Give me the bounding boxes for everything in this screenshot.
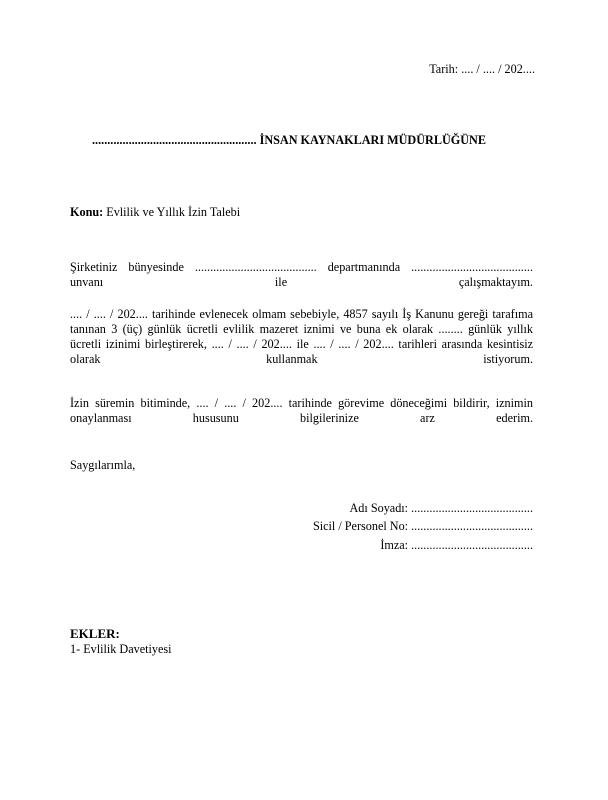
word: unvanı — [70, 275, 104, 289]
date-line: Tarih: .... / .... / 202.... — [429, 62, 535, 76]
paragraph-line: İzin süremin bitiminde, .... / .... / 202.... tarihinde görevime döneceğimi bildirir, iznimin — [70, 396, 533, 410]
word: istiyorum. — [483, 352, 533, 366]
attachments-title: EKLER: — [70, 626, 120, 641]
paragraph-line: tanınan 3 (üç) günlük ücretli evlilik mazeret iznimi ve buna ek olarak ........ günlük yıllık — [70, 322, 533, 336]
attachment-item: 1- Evlilik Davetiyesi — [70, 642, 172, 656]
paragraph-line — [70, 275, 533, 290]
paragraph-leave-request — [70, 307, 533, 367]
word: kullanmak — [266, 352, 318, 366]
paragraph-line: .... / .... / 202.... tarihinde evlenecek olmam sebebiyle, 4857 sayılı İş Kanunu gereği tarafıma — [70, 307, 533, 321]
recipient-heading: ...................................................... İNSAN KAYNAKLARI MÜDÜRLÜĞÜNE — [92, 133, 486, 147]
paragraph-line: ücretli izinimi birleştirerek, .... / .... / 202.... ile .... / .... / 202.... tarihleri arasında kesintisiz — [70, 337, 533, 351]
signature-sign-line: İmza: ........................................ — [380, 538, 533, 552]
subject-text: Evlilik ve Yıllık İzin Talebi — [103, 205, 241, 219]
signature-id-line: Sicil / Personel No: ........................................ — [312, 519, 533, 533]
subject-line — [70, 205, 240, 220]
word: çalışmaktayım. — [458, 275, 533, 289]
word: ile — [274, 275, 288, 289]
subject-label: Konu: — [70, 205, 104, 219]
paragraph-line: onaylanması hususunu bilgilerinize arz ederim. — [70, 411, 533, 425]
word: olarak — [70, 352, 101, 366]
closing-text: Saygılarımla, — [70, 458, 136, 472]
paragraph-line — [70, 352, 533, 367]
paragraph-return — [70, 396, 533, 426]
paragraph-employment — [70, 260, 533, 290]
signature-name-line: Adı Soyadı: ........................................ — [349, 501, 533, 515]
paragraph-line: Şirketiniz bünyesinde ........................................ departmanında ........................................ — [70, 260, 533, 274]
